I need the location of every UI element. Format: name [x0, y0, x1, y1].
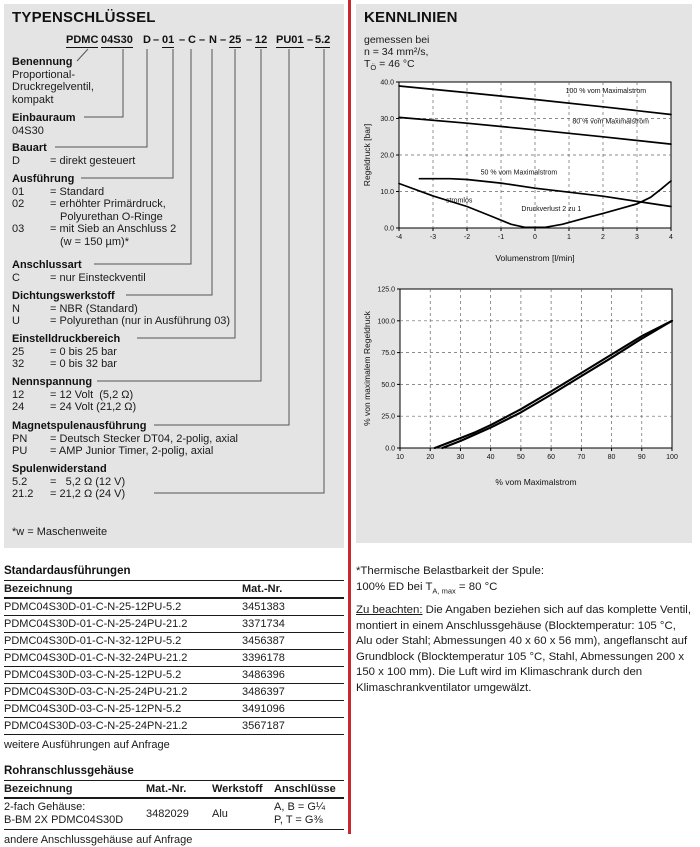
group-heading: Dichtungswerkstoff [12, 290, 115, 302]
group-heading: Magnetspulenausführung [12, 420, 147, 432]
standard-table-title: Standardausführungen [4, 565, 131, 577]
group-ausfuehrung [12, 173, 176, 248]
note-paragraph: Zu beachten: Die Angaben beziehen sich auf das komplette Ventil, montiert in einem Anschlussgehäuse (Blocktemperatur: 105 °C, Alu oder Stahl; Abmessungen 40 x 60 x 56 mm), angeflanscht auf Grundblock (Blocktemperatur 105 °C, Stahl, Abmessungen 200 x 150 x 100 mm). Die Luft wird im Klimaschrank durch den Klimaschrankventilator umgewälzt. [356, 604, 691, 694]
group-heading: Spulenwiderstand [12, 463, 107, 475]
group-bauart [12, 142, 135, 167]
table-row: PDMC04S30D-01-C-N-25-24PU-21.2 3371734 [4, 616, 344, 633]
group-heading: Einstelldruckbereich [12, 333, 121, 345]
code-option-row: 5.2 = 5,2 Ω (12 V) [12, 475, 126, 488]
standard-table [4, 580, 344, 735]
svg-text:% von maximalem Regeldruck: % von maximalem Regeldruck [362, 311, 372, 426]
svg-text:-4: -4 [395, 234, 403, 241]
code-segment-spannung: 12 [255, 34, 268, 46]
code-segment-ausfuehrung: 01 [162, 34, 175, 46]
table-row: PDMC04S30D-03-C-N-25-24PN-21.2 3567187 [4, 718, 344, 735]
measurement-conditions [364, 34, 429, 74]
svg-text:70: 70 [577, 454, 586, 461]
group-anschlussart [12, 259, 146, 284]
svg-text:75.0: 75.0 [381, 350, 395, 358]
code-segment-widerstand: 5.2 [315, 34, 331, 46]
typenschluessel-panel [4, 4, 344, 548]
housing-name-cell: 2-fach Gehäuse: B-BM 2X PDMC04S30D [4, 801, 124, 826]
code-option-row: 21.2 = 21,2 Ω (24 V) [12, 488, 126, 500]
kennlinien-panel [356, 4, 692, 543]
svg-text:50 % vom Maximalstrom: 50 % vom Maximalstrom [480, 169, 558, 177]
svg-text:50.0: 50.0 [381, 381, 395, 389]
group-dichtungswerkstoff [12, 290, 230, 328]
svg-text:4: 4 [669, 234, 673, 241]
note-label: Zu beachten: [356, 604, 423, 617]
svg-text:Druckverlust 2 zu 1: Druckverlust 2 zu 1 [521, 206, 582, 214]
group-einbauraum [12, 112, 76, 137]
code-option-row: C = nur Einsteckventil [12, 271, 146, 284]
group-benennung [12, 56, 94, 106]
code-dash: – [153, 34, 160, 46]
standard-table-footer: weitere Ausführungen auf Anfrage [4, 739, 170, 751]
code-option-row: PN = Deutsch Stecker DT04, 2-polig, axial [12, 432, 239, 445]
condition-line: gemessen bei [364, 34, 430, 46]
group-heading: Anschlussart [12, 259, 82, 271]
group-magnetspulenausfuehrung [12, 420, 238, 458]
code-option-row: 01 = Standard [12, 185, 105, 198]
group-heading: Ausführung [12, 173, 75, 185]
group-heading: Benennung [12, 56, 73, 68]
group-line: kompakt [12, 93, 54, 106]
note-line: 100% ED bei $T_{A, max} = 80$ °C [356, 580, 498, 595]
group-heading: Nennspannung [12, 376, 93, 388]
col-header: Mat.-Nr. [242, 583, 283, 595]
condition-line: $T_Ö = 46$ °C [364, 58, 415, 73]
table-row: PDMC04S30D-03-C-N-25-24PU-21.2 3486397 [4, 684, 344, 701]
svg-text:10.0: 10.0 [380, 189, 394, 196]
rohr-table-block [4, 764, 344, 847]
table-header-row [4, 781, 344, 799]
group-line: Druckregelventil, [12, 81, 94, 93]
code-option-row: N = NBR (Standard) [12, 302, 138, 315]
svg-text:80 % vom Maximalstrom: 80 % vom Maximalstrom [572, 118, 650, 126]
col-header: Werkstoff [212, 783, 263, 795]
code-dash: – [246, 34, 253, 46]
svg-text:stromlos: stromlos [445, 197, 473, 205]
svg-text:-2: -2 [463, 234, 471, 241]
svg-text:80: 80 [607, 454, 616, 461]
svg-text:-3: -3 [429, 234, 437, 241]
svg-text:60: 60 [547, 454, 556, 461]
svg-text:30: 30 [456, 454, 465, 461]
code-segment-druckbereich: 25 [229, 34, 242, 46]
svg-text:3: 3 [635, 234, 639, 241]
anschluesse-cell: A, B = G¼ P, T = G⅜ [274, 801, 326, 826]
col-header: Bezeichnung [4, 783, 73, 795]
group-heading: Einbauraum [12, 112, 76, 124]
col-header: Bezeichnung [4, 583, 73, 595]
thermal-notes [356, 564, 694, 696]
chart-regeldruck-volumenstrom [356, 74, 692, 272]
col-header: Anschlüsse [274, 783, 336, 795]
col-header: Mat.-Nr. [146, 783, 187, 795]
svg-text:0.0: 0.0 [385, 445, 395, 453]
table-row: PDMC04S30D-01-C-N-32-24PU-21.2 3396178 [4, 650, 344, 667]
svg-text:100: 100 [666, 454, 678, 461]
svg-text:2: 2 [601, 234, 605, 241]
svg-text:125.0: 125.0 [377, 286, 395, 294]
code-segment-anschlussart: C [188, 34, 196, 46]
svg-text:25.0: 25.0 [381, 413, 395, 421]
code-option-row: D = direkt gesteuert [12, 154, 136, 167]
table-row [4, 799, 344, 830]
typenschluessel-title: TYPENSCHLÜSSEL [12, 9, 156, 26]
svg-text:Regeldruck [bar]: Regeldruck [bar] [362, 123, 372, 187]
group-spulenwiderstand [12, 463, 125, 501]
code-dash: – [307, 34, 314, 46]
group-heading: Bauart [12, 142, 47, 154]
svg-text:40.0: 40.0 [380, 79, 394, 87]
svg-text:% vom Maximalstrom: % vom Maximalstrom [495, 477, 577, 487]
svg-text:Volumenstrom [l/min]: Volumenstrom [l/min] [495, 253, 575, 263]
tables-section [4, 564, 344, 847]
svg-text:20: 20 [426, 454, 435, 461]
werkstoff-cell: Alu [212, 808, 228, 820]
code-segment-spule: PU01 [276, 34, 304, 46]
code-segment-bauart: D [143, 34, 151, 46]
svg-text:90: 90 [637, 454, 646, 461]
code-option-row: 25 = 0 bis 25 bar [12, 345, 117, 358]
code-option-row: 02 = erhöhter Primärdruck, [12, 198, 166, 210]
code-option-row: U = Polyurethan (nur in Ausführung 03) [12, 315, 231, 327]
chart-regeldruck-maximalstrom [356, 278, 692, 494]
svg-text:40: 40 [486, 454, 495, 461]
table-row: PDMC04S30D-01-C-N-25-12PU-5.2 3451383 [4, 599, 344, 616]
code-option-row: 12 = 12 Volt (5,2 Ω) [12, 388, 134, 401]
code-option-row: Polyurethan O-Ringe [60, 210, 163, 223]
code-option-row: 32 = 0 bis 32 bar [12, 358, 117, 370]
note-line: *Thermische Belastbarkeit der Spule: [356, 565, 545, 577]
mesh-width-footnote: *w = Maschenweite [12, 526, 108, 538]
condition-line: n = 34 mm²/s, [364, 46, 429, 58]
table-row: PDMC04S30D-03-C-N-25-12PN-5.2 3491096 [4, 701, 344, 718]
code-option-row: 03 = mit Sieb an Anschluss 2 [12, 223, 177, 235]
svg-text:1: 1 [567, 234, 571, 241]
svg-text:0.0: 0.0 [384, 225, 394, 233]
mat-nr-cell: 3482029 [146, 808, 189, 820]
code-option-row: PU = AMP Junior Timer, 2-polig, axial [12, 445, 214, 457]
code-segment-einbauraum: 04S30 [101, 34, 133, 46]
table-header-row [4, 581, 344, 599]
code-option-row: (w = 150 µm)* [60, 235, 129, 248]
code-dash: – [199, 34, 206, 46]
svg-text:20.0: 20.0 [380, 152, 394, 160]
table-row: PDMC04S30D-03-C-N-25-12PU-5.2 3486396 [4, 667, 344, 684]
code-segment-dichtung: N [209, 34, 217, 46]
group-line: 04S30 [12, 124, 44, 137]
rohr-table [4, 780, 344, 830]
svg-text:10: 10 [396, 454, 404, 461]
rohr-table-title: Rohranschlussgehäuse [4, 765, 134, 777]
group-einstelldruckbereich [12, 333, 120, 371]
kennlinien-title: KENNLINIEN [364, 9, 458, 26]
group-line: Proportional- [12, 68, 75, 81]
svg-text:50: 50 [516, 454, 525, 461]
code-segment-benennung: PDMC [66, 34, 99, 46]
svg-text:100 % vom Maximalstrom: 100 % vom Maximalstrom [565, 87, 647, 95]
code-dash: – [220, 34, 227, 46]
group-nennspannung [12, 376, 136, 414]
rohr-table-footer: andere Anschlussgehäuse auf Anfrage [4, 834, 193, 846]
code-dash: – [179, 34, 186, 46]
svg-text:0: 0 [533, 234, 537, 241]
svg-text:30.0: 30.0 [380, 116, 394, 123]
red-divider-line [348, 0, 351, 834]
table-row: PDMC04S30D-01-C-N-32-12PU-5.2 3456387 [4, 633, 344, 650]
svg-text:-1: -1 [497, 234, 505, 241]
code-option-row: 24 = 24 Volt (21,2 Ω) [12, 401, 137, 413]
svg-text:100.0: 100.0 [377, 318, 395, 326]
